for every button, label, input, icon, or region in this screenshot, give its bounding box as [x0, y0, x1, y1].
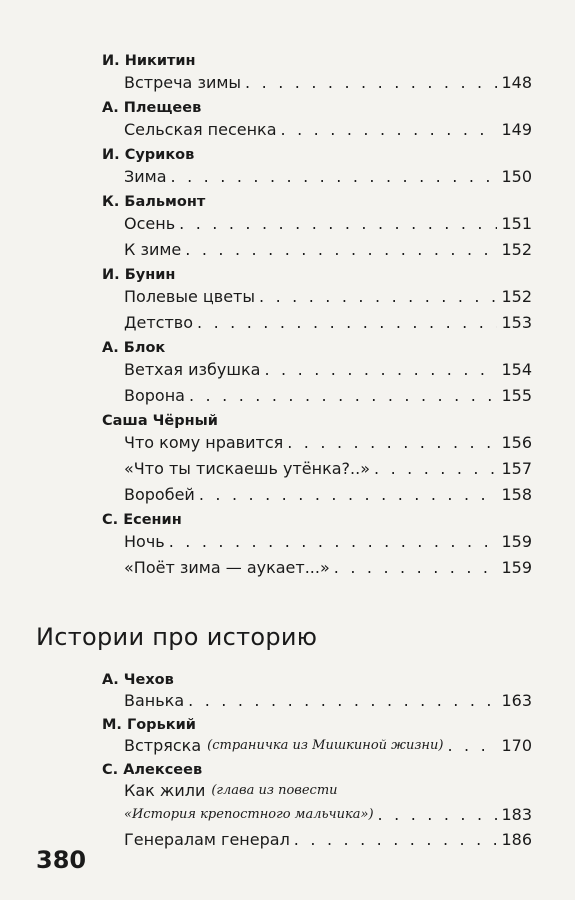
dot-leader	[378, 804, 498, 826]
toc-entry[interactable]	[124, 239, 532, 261]
dot-leader	[185, 239, 497, 261]
dot-leader	[287, 432, 497, 454]
entry-page-number: 159	[501, 532, 532, 551]
dot-leader	[281, 119, 498, 141]
toc-entry[interactable]	[124, 213, 532, 235]
entry-page-number: 153	[501, 313, 532, 332]
entry-page-number: 170	[501, 736, 532, 755]
dot-leader	[374, 458, 497, 480]
entry-title: Встреча зимы	[124, 73, 242, 92]
dot-leader	[189, 385, 497, 407]
dot-leader	[197, 312, 497, 334]
entry-page-number: 149	[501, 120, 532, 139]
toc-entry[interactable]	[124, 531, 532, 553]
entry-page-number: 152	[501, 287, 532, 306]
author-name: К. Бальмонт	[102, 194, 206, 210]
author-name: И. Бунин	[102, 267, 176, 283]
toc-entry[interactable]	[124, 735, 532, 757]
dot-leader	[169, 531, 498, 553]
toc-entry[interactable]	[124, 780, 532, 802]
author-name: И. Суриков	[102, 147, 195, 163]
entry-title: Ворона	[124, 386, 185, 405]
author-name: Саша Чёрный	[102, 413, 218, 429]
dot-leader	[259, 286, 497, 308]
entry-page-number: 183	[501, 805, 532, 824]
dot-leader	[447, 735, 497, 757]
entry-page-number: 151	[501, 214, 532, 233]
dot-leader	[334, 557, 498, 579]
entry-title: Ночь	[124, 532, 165, 551]
toc-entry[interactable]	[124, 458, 532, 480]
entry-subtitle: (глава из повести	[211, 783, 338, 798]
entry-title: «Поёт зима — аукает...»	[124, 558, 330, 577]
entry-page-number: 150	[501, 167, 532, 186]
entry-subtitle-continuation: «История крепостного мальчика»)	[124, 807, 374, 822]
entry-title: Воробей	[124, 485, 195, 504]
author-name: С. Алексеев	[102, 762, 203, 778]
entry-title: Полевые цветы	[124, 287, 255, 306]
toc-entry[interactable]	[124, 829, 532, 851]
dot-leader	[264, 359, 497, 381]
author-name: А. Чехов	[102, 672, 174, 688]
entry-title: Осень	[124, 214, 176, 233]
toc-entry[interactable]	[124, 286, 532, 308]
entry-page-number: 163	[501, 691, 532, 710]
entry-title: «Что ты тискаешь утёнка?..»	[124, 459, 370, 478]
page-number: 380	[36, 846, 87, 874]
entry-page-number: 186	[501, 830, 532, 849]
entry-page-number: 157	[501, 459, 532, 478]
dot-leader	[294, 829, 498, 851]
entry-page-number: 155	[501, 386, 532, 405]
toc-entry[interactable]	[124, 359, 532, 381]
section-title: Истории про историю	[36, 623, 318, 651]
dot-leader	[188, 690, 497, 712]
author-name: А. Плещеев	[102, 100, 202, 116]
entry-title: Как жили	[124, 781, 206, 800]
dot-leader	[179, 213, 497, 235]
dot-leader	[245, 72, 497, 94]
entry-title: Ванька	[124, 691, 185, 710]
entry-page-number: 154	[501, 360, 532, 379]
toc-entry[interactable]	[124, 119, 532, 141]
entry-page-number: 148	[501, 73, 532, 92]
toc-entry[interactable]	[124, 166, 532, 188]
author-name: С. Есенин	[102, 512, 182, 528]
toc-entry-continuation	[124, 804, 532, 826]
toc-entry[interactable]	[124, 432, 532, 454]
toc-entry[interactable]	[124, 690, 532, 712]
entry-title: Зима	[124, 167, 167, 186]
entry-title: К зиме	[124, 240, 182, 259]
toc-entry[interactable]	[124, 385, 532, 407]
entry-title: Что кому нравится	[124, 433, 284, 452]
toc-entry[interactable]	[124, 557, 532, 579]
entry-page-number: 158	[501, 485, 532, 504]
entry-title: Ветхая избушка	[124, 360, 261, 379]
author-name: А. Блок	[102, 340, 166, 356]
entry-page-number: 152	[501, 240, 532, 259]
toc-entry[interactable]	[124, 72, 532, 94]
author-name: М. Горький	[102, 717, 196, 733]
entry-subtitle: (страничка из Мишкиной жизни)	[207, 738, 444, 753]
dot-leader	[199, 484, 498, 506]
toc-entry[interactable]	[124, 484, 532, 506]
entry-title: Встряска	[124, 736, 202, 755]
toc-entry[interactable]	[124, 312, 532, 334]
author-name: И. Никитин	[102, 53, 196, 69]
entry-title: Детство	[124, 313, 193, 332]
entry-title: Сельская песенка	[124, 120, 277, 139]
dot-leader	[171, 166, 498, 188]
entry-title: Генералам генерал	[124, 830, 290, 849]
entry-page-number: 159	[501, 558, 532, 577]
entry-page-number: 156	[501, 433, 532, 452]
